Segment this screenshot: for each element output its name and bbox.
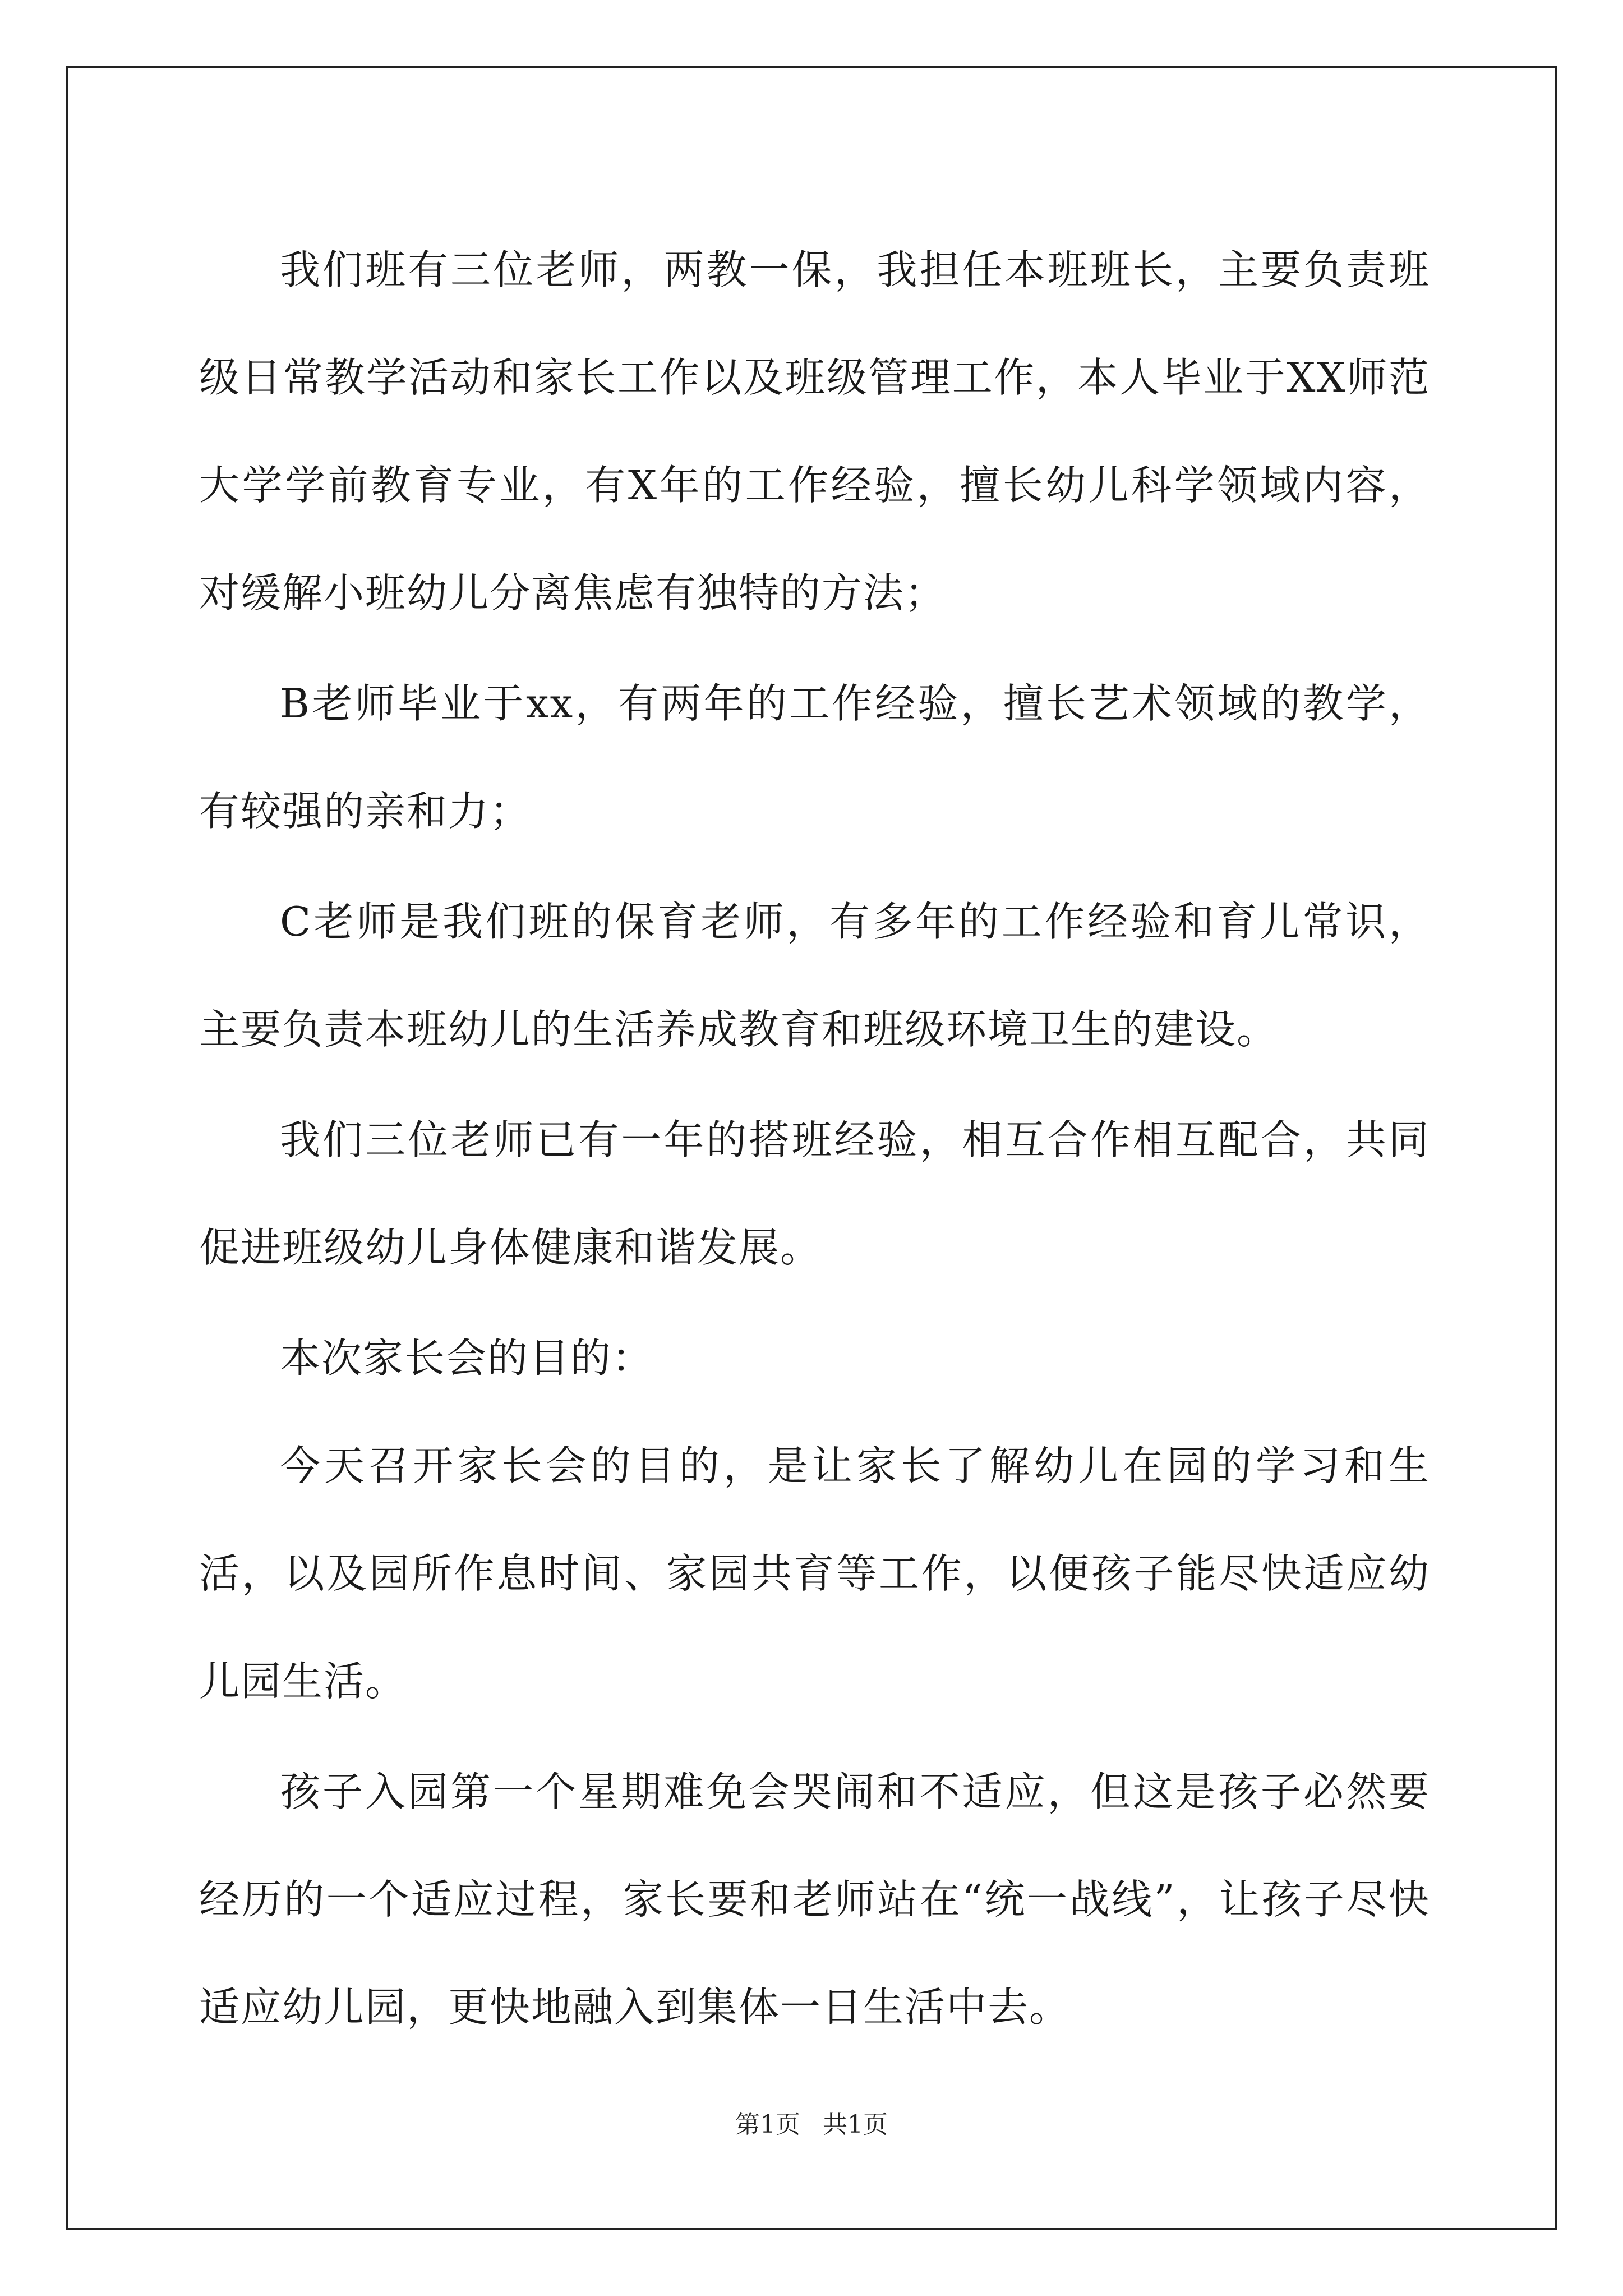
paragraph-teacher-b: B老师毕业于xx，有两年的工作经验，擅长艺术领域的教学，有较强的亲和力；	[199, 680, 1430, 835]
paragraph-meeting-purpose-heading: 本次家长会的目的：	[280, 1335, 654, 1382]
paragraph-adaptation: 孩子入园第一个星期难免会哭闹和不适应，但这是孩子必然要经历的一个适应过程，家长要和老师站在“统一战线”，让孩子尽快适应幼儿园，更快地融入到集体一日生活中去。	[199, 1768, 1430, 2031]
paragraph-teachers-intro: 我们班有三位老师，两教一保，我担任本班班长，主要负责班级日常教学活动和家长工作以及班级管理工作，本人毕业于XX师范大学学前教育专业，有X年的工作经验，擅长幼儿科学领域内容，对缓解小班幼儿分离焦虑有独特的方法；	[199, 246, 1430, 616]
page-number: 第1页	[735, 2110, 800, 2139]
paragraph-cooperation: 我们三位老师已有一年的搭班经验，相互合作相互配合，共同促进班级幼儿身体健康和谐发展。	[199, 1116, 1430, 1271]
paragraph-meeting-purpose: 今天召开家长会的目的，是让家长了解幼儿在园的学习和生活，以及园所作息时间、家园共育等工作，以便孩子能尽快适应幼儿园生活。	[199, 1442, 1430, 1705]
paragraph-teacher-c: C老师是我们班的保育老师，有多年的工作经验和育儿常识，主要负责本班幼儿的生活养成教育和班级环境卫生的建设。	[199, 898, 1430, 1053]
page-total: 共1页	[823, 2110, 888, 2139]
document-body	[199, 216, 1430, 2064]
page-footer	[0, 2108, 1623, 2142]
